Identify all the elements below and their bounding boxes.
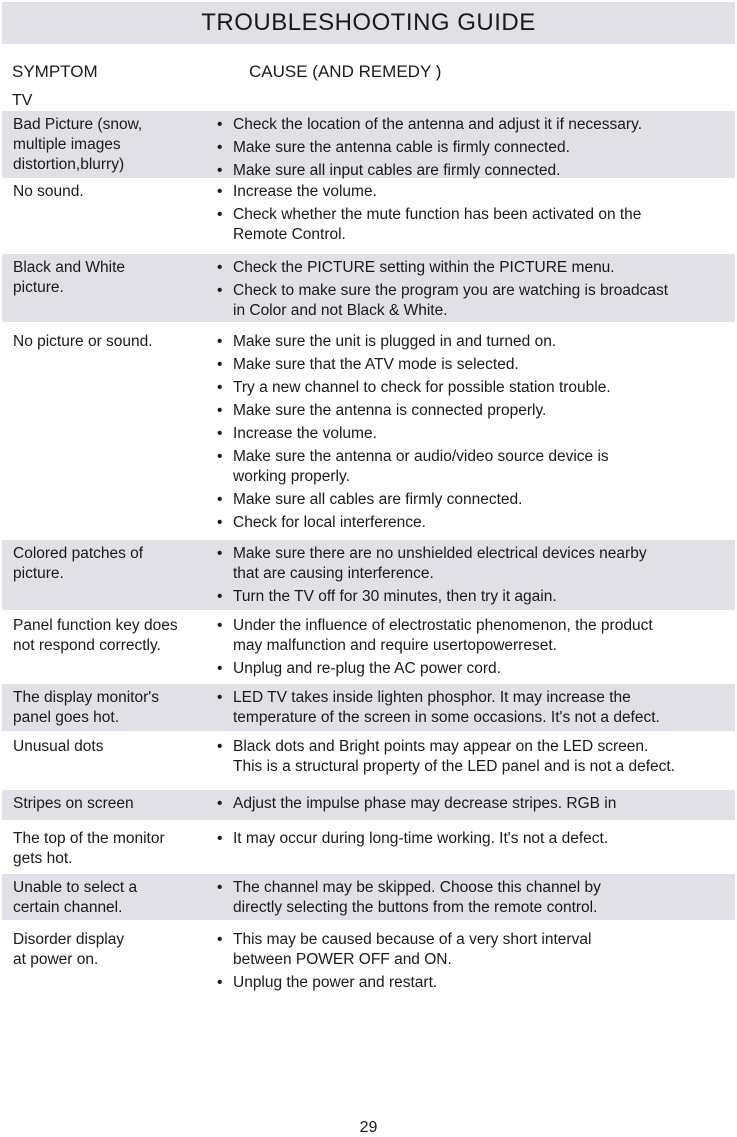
cause-text: The channel may be skipped. Choose this channel by directly selecting the buttons from the remote control. — [233, 879, 601, 916]
cause-item — [216, 737, 736, 777]
bullet-icon: • — [217, 795, 223, 812]
cause-list — [216, 878, 736, 921]
symptom-cell: No sound. — [13, 183, 84, 200]
bullet-icon: • — [217, 333, 223, 350]
cause-text: Make sure that the ATV mode is selected. — [233, 356, 519, 373]
bullet-icon: • — [217, 931, 223, 948]
symptom-cell: Panel function key does not respond correctly. — [13, 617, 178, 654]
cause-text: Check to make sure the program you are watching is broadcast in Color and not Black & White. — [233, 282, 669, 319]
bullet-icon: • — [217, 617, 223, 634]
cause-list — [216, 182, 736, 248]
symptom-cell: Disorder display at power on. — [13, 931, 125, 968]
cause-item — [216, 205, 736, 245]
cause-text: Make sure there are no unshielded electrical devices nearby that are causing interference. — [233, 545, 647, 582]
cause-item — [216, 401, 736, 421]
bullet-icon: • — [217, 356, 223, 373]
cause-header: CAUSE (AND REMEDY ) — [249, 62, 442, 81]
cause-item — [216, 490, 736, 510]
cause-text: Make sure all input cables are firmly connected. — [233, 162, 561, 179]
cause-item — [216, 378, 736, 398]
cause-list — [216, 258, 736, 324]
bullet-icon: • — [217, 116, 223, 133]
cause-text: Black dots and Bright points may appear on the LED screen. This is a structural property of the LED panel and is not a defect. — [233, 738, 675, 775]
table-row — [2, 178, 735, 254]
page-number: 29 — [359, 1119, 378, 1136]
bullet-icon: • — [217, 139, 223, 156]
table-row — [2, 328, 735, 536]
table-row — [2, 733, 735, 789]
cause-item — [216, 973, 736, 993]
bullet-icon: • — [217, 689, 223, 706]
cause-list — [216, 794, 736, 817]
cause-text: Check for local interference. — [233, 514, 426, 531]
cause-text: Make sure the antenna or audio/video source device is working properly. — [233, 448, 609, 485]
bullet-icon: • — [217, 738, 223, 755]
cause-item — [216, 182, 736, 202]
cause-list — [216, 332, 736, 536]
bullet-icon: • — [217, 206, 223, 223]
cause-item — [216, 355, 736, 375]
table-row — [2, 540, 735, 610]
cause-item — [216, 794, 736, 814]
section-label: TV — [12, 92, 33, 109]
symptom-cell: Unable to select a certain channel. — [13, 879, 138, 916]
bullet-icon: • — [217, 379, 223, 396]
table-row — [2, 612, 735, 682]
cause-text: Under the influence of electrostatic phenomenon, the product may malfunction and require usertopowerreset. — [233, 617, 653, 654]
cause-item — [216, 138, 736, 158]
bullet-icon: • — [217, 514, 223, 531]
cause-list — [216, 688, 736, 731]
cause-text: Turn the TV off for 30 minutes, then try it again. — [233, 588, 557, 605]
symptom-cell: Bad Picture (snow, multiple images distortion,blurry) — [13, 116, 143, 173]
bullet-icon: • — [217, 879, 223, 896]
cause-text: Increase the volume. — [233, 425, 377, 442]
bullet-icon: • — [217, 282, 223, 299]
cause-text: Make sure the unit is plugged in and turned on. — [233, 333, 557, 350]
bullet-icon: • — [217, 259, 223, 276]
cause-item — [216, 659, 736, 679]
cause-item — [216, 930, 736, 970]
bullet-icon: • — [217, 162, 223, 179]
cause-text: Check whether the mute function has been activated on the Remote Control. — [233, 206, 642, 243]
symptom-cell: The display monitor's panel goes hot. — [13, 689, 159, 726]
bullet-icon: • — [217, 588, 223, 605]
cause-text: Adjust the impulse phase may decrease stripes. RGB in — [233, 795, 617, 812]
symptom-cell: Colored patches of picture. — [13, 545, 144, 582]
cause-item — [216, 513, 736, 533]
symptom-cell: The top of the monitor gets hot. — [13, 830, 165, 867]
cause-text: Check the PICTURE setting within the PICTURE menu. — [233, 259, 615, 276]
cause-text: It may occur during long-time working. It's not a defect. — [233, 830, 609, 847]
cause-list — [216, 829, 736, 852]
symptom-cell: No picture or sound. — [13, 333, 153, 350]
cause-text: Make sure all cables are firmly connected. — [233, 491, 523, 508]
cause-item — [216, 258, 736, 278]
cause-text: Increase the volume. — [233, 183, 377, 200]
cause-item — [216, 424, 736, 444]
cause-item — [216, 281, 736, 321]
cause-list — [216, 544, 736, 610]
cause-item — [216, 544, 736, 584]
cause-item — [216, 878, 736, 918]
cause-item — [216, 688, 736, 728]
cause-text: Try a new channel to check for possible station trouble. — [233, 379, 611, 396]
bullet-icon: • — [217, 491, 223, 508]
cause-text: Make sure the antenna is connected properly. — [233, 402, 547, 419]
page-title: TROUBLESHOOTING GUIDE — [201, 9, 536, 36]
cause-text: This may be caused because of a very short interval between POWER OFF and ON. — [233, 931, 592, 968]
cause-item — [216, 587, 736, 607]
symptom-header: SYMPTOM — [12, 62, 98, 81]
bullet-icon: • — [217, 660, 223, 677]
cause-text: LED TV takes inside lighten phosphor. It may increase the temperature of the screen in some occasions. It's not a defect. — [233, 689, 660, 726]
cause-text: Check the location of the antenna and adjust it if necessary. — [233, 116, 642, 133]
cause-text: Unplug the power and restart. — [233, 974, 438, 991]
cause-list — [216, 737, 736, 780]
cause-list — [216, 930, 736, 996]
table-row — [2, 790, 735, 820]
table-row — [2, 111, 735, 178]
bullet-icon: • — [217, 545, 223, 562]
bullet-icon: • — [217, 448, 223, 465]
bullet-icon: • — [217, 183, 223, 200]
cause-text: Make sure the antenna cable is firmly connected. — [233, 139, 570, 156]
cause-item — [216, 447, 736, 487]
table-row — [2, 926, 735, 996]
symptom-cell: Black and White picture. — [13, 259, 125, 296]
bullet-icon: • — [217, 402, 223, 419]
cause-item — [216, 829, 736, 849]
symptom-cell: Stripes on screen — [13, 795, 134, 812]
bullet-icon: • — [217, 974, 223, 991]
title-bar — [2, 2, 735, 44]
table-row — [2, 254, 735, 322]
cause-list — [216, 616, 736, 682]
bullet-icon: • — [217, 425, 223, 442]
table-row — [2, 684, 735, 731]
cause-item — [216, 332, 736, 352]
bullet-icon: • — [217, 830, 223, 847]
cause-text: Unplug and re-plug the AC power cord. — [233, 660, 501, 677]
table-row — [2, 825, 735, 873]
cause-item — [216, 616, 736, 656]
cause-list — [216, 115, 736, 184]
symptom-cell: Unusual dots — [13, 738, 104, 755]
table-row — [2, 874, 735, 920]
cause-item — [216, 115, 736, 135]
